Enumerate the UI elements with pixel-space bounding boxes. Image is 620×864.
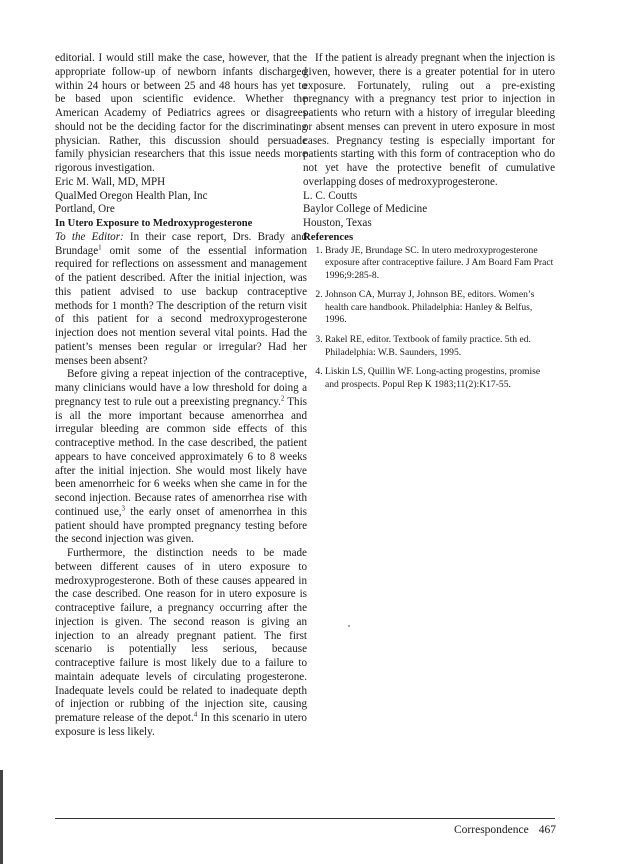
page-footer [454, 824, 556, 836]
letter2-paragraph-2: Before giving a repeat injection of the contraceptive, many clinicians would have a low threshold for doing a pregnancy test to rule out a preexisting pregnancy.$^2$ This is all the more important because amenorrhea and irregular bleeding are common side effects of this contraceptive method. In the case described, the patient appears to have conceived approximately 6 to 8 weeks after the initial injection. She would most likely have been amenorrheic for 6 weeks when she came in for the second injection. Because rates of amenorrhea rise with continued use,$^3$ the early onset of amenorrhea in this patient should have prompted pregnancy testing before the second injection was given. [55, 368, 308, 546]
letter2-paragraph-3-start: Furthermore, the distinction needs to be made between different causes of in utero exposure to medroxyprogesterone. Both of these causes appeared in the case described. One reason for in utero exposure is contraceptive failure, a pregnancy occurring after the injection is given. The second reason is giving an injection to an already pregnant patient. The first scenario is potentially less serious, because contraceptive failure is most likely due to a failure to maintain adequate levels of circulating progesterone. Inadequate levels could be related to inadequate depth of injection or rubbing of the injection site, causing premature release of the depot.$^4$ In this scenario in utero exposure is less likely. [55, 547, 307, 738]
right-column [303, 52, 555, 398]
letter2-location: Houston, Texas [303, 217, 372, 229]
letter2-affiliation: Baylor College of Medicine [303, 203, 428, 216]
letter1-continuation: editorial. I would still make the case, however, that the appropriate follow-up of newborn infants discharged within 24 hours or between 25 and 48 hours has yet to be based upon scientific evidence. Whether the American Academy of Pediatrics agrees or disagrees should not be the deciding factor for the discriminating physician. Rather, this discussion should persuade family physician researchers that this issue needs more rigorous investigation. [55, 52, 307, 174]
references-heading: References [303, 230, 354, 243]
letter2-salutation: To the Editor: [55, 230, 124, 243]
letter2-paragraph-4: If the patient is already pregnant when the injection is given, however, there is a greater potential for in utero exposure. Fortunately, ruling out a pre-existing pregnancy with a pregnancy test prior to injection in patients who return with a history of irregular bleeding or absent menses can prevent in utero exposure in most cases. Pregnancy testing is especially important for patients starting with this form of contraception who do not yet have the protective benefit of cumulative overlapping doses of medroxyprogesterone. [303, 52, 555, 188]
reference-item: 2. Johnson CA, Murray J, Johnson BE, editors. Women’s health care handbook. Philadelphia: Hanley & Belfus, 1996. [325, 289, 555, 327]
reference-item: 1. Brady JE, Brundage SC. In utero medroxyprogesterone exposure after contraceptive failure. J Am Board Fam Pract 1996;9:285-8. [325, 245, 555, 283]
citation-1: 1 [98, 242, 102, 251]
reference-item: 3. Rakel RE, editor. Textbook of family practice. 5th ed. Philadelphia: W.B. Saunders, 1995. [325, 334, 555, 359]
references-list [303, 245, 555, 392]
citation-3: 3 [121, 504, 126, 513]
letter1-location: Portland, Ore [55, 203, 115, 216]
letter1-affiliation: QualMed Oregon Health Plan, Inc [55, 189, 208, 202]
letter2-paragraph-1: To the Editor: In their case report, Drs. Brady and Brundage$^1$ omit some of the essential information required for reflections on assessment and management of the patient described. After the initial injection, was this patient advised to use backup contraceptive methods for 1 month? The description of the return visit of this patient for a second medroxyprogesterone injection does not mention several vital points. Had the patient’s menses been regular or irregular? Had her menses been absent? [55, 230, 307, 367]
scan-speck [348, 625, 350, 627]
page-number: 467 [538, 824, 556, 836]
letter2-title: In Utero Exposure to Medroxyprogesterone [55, 218, 253, 229]
page-binding-edge [0, 770, 3, 864]
left-column [55, 52, 307, 740]
reference-item: 4. Liskin LS, Quillin WF. Long-acting progestins, promise and prospects. Popul Rep K 1983;11(2):K17-55. [325, 366, 555, 391]
letter2-author: L. C. Coutts [303, 189, 358, 202]
citation-4: 4 [193, 710, 198, 719]
citation-2: 2 [280, 394, 285, 403]
footer-rule [55, 818, 555, 819]
letter1-author: Eric M. Wall, MD, MPH [55, 175, 166, 188]
footer-section: Correspondence [454, 824, 529, 836]
